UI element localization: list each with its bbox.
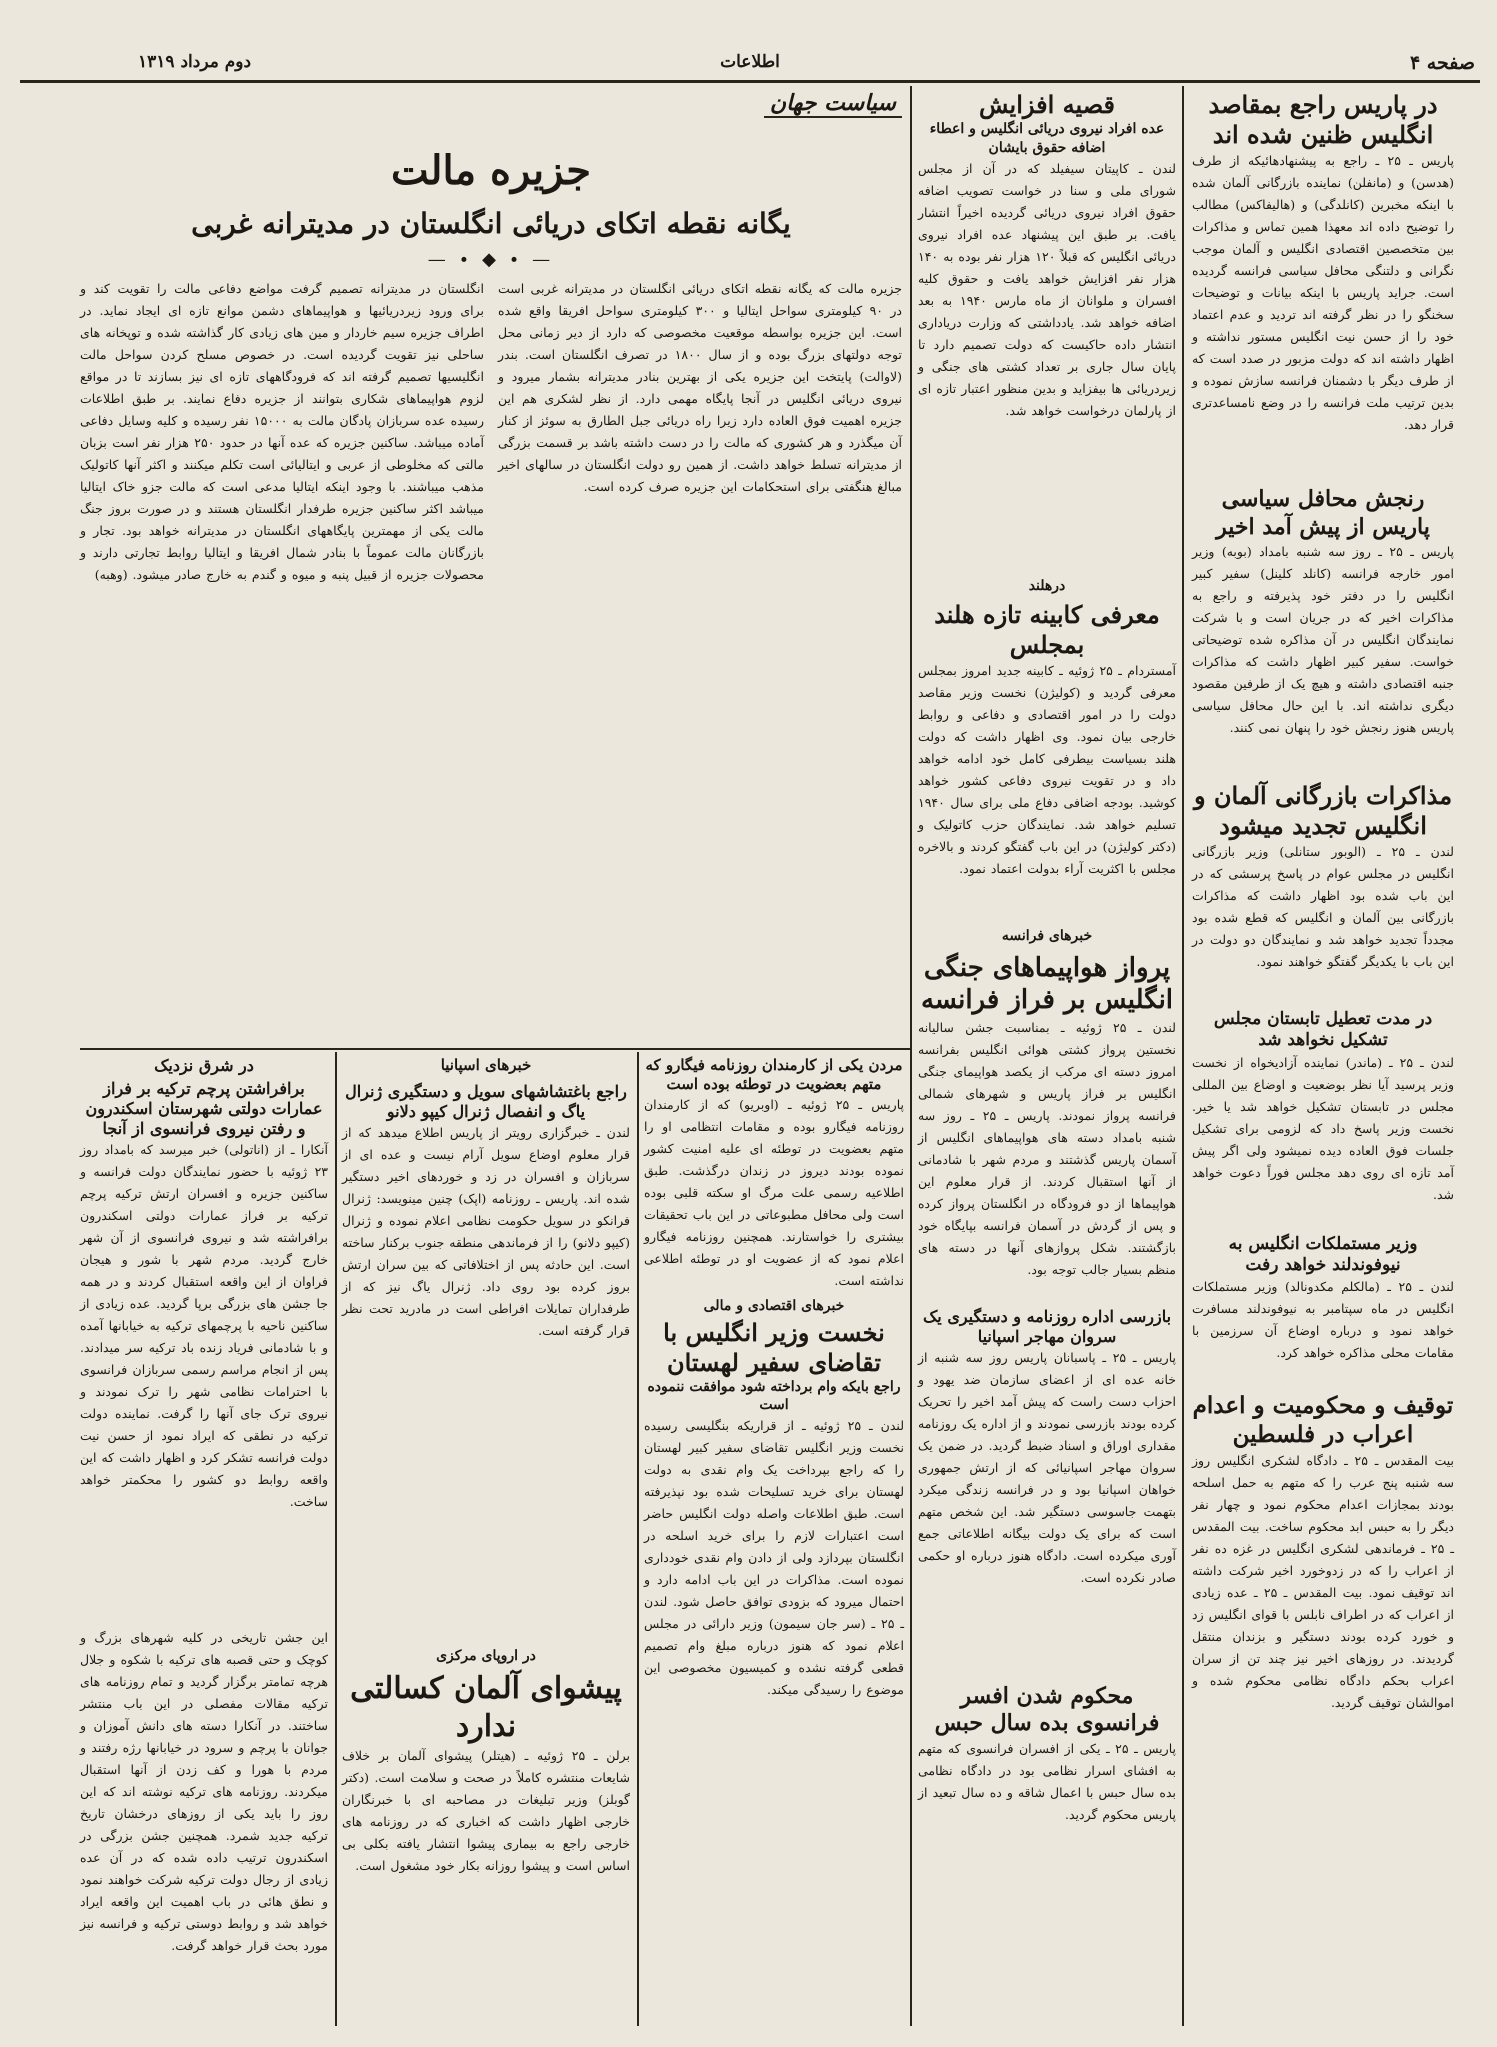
article-paris-suspicion: پاریس ـ ۲۵ ـ راجع به پیشنهادهائیکه از طرف (هدسن) و (مانفلن) نماینده بازرگانی آلمان شده با اینکه مخبرین (کانلدگی) و (هالیفاکس) مطالب را توضیح داده اند معهذا همین تماس و مذاکرات بین متخصصین اقتصادی انگلیس و آلمان موجب نگرانی و دلتنگی محافل سیاسی فرانسه گردیده است. جراید پاریس با اینکه بیانات و توضیحات سخنگو را در نظر گرفته اند تردید و عدم اعتماد خود را از حسن نیت انگلیس مستور نداشته و اظهار داشته اند که دولت مزبور در صدد است که از طرف دیگر با دشمنان فرانسه سازش نموده و بدین ترتیب ملت فرانسه را در وضع نامساعدتری قرار دهد. <box>1187 153 1454 432</box>
headline-figaro: مردن یکی از کارمندان روزنامه فیگارو که متهم بعضویت در توطئه بوده است <box>645 1056 903 1093</box>
article-raf-flight: لندن ـ ۲۵ ژوئیه ـ بمناسبت جشن سالیانه نخستین پرواز کشتی هوائی انگلیس بفرانسه امروز دسته ای مرکب از یکصد هواپیمای جنگی انگلیس بر فراز پاریس و شهرهای شمالی فرانسه پرواز نمودند. پاریس ـ ۲۵ ـ روز سه شنبه بامداد دسته های هواپیماهای انگلیس از آسمان پاریس گذشتند و مردم شهر با شادمانی از آنها استقبال کردند. از قرار معلوم این هواپیماها از دو فرودگاه در انگلستان پرواز کرده و پس از گردش در آسمان فرانسه بپایگاه خود بازگشتند. شکل پروازهای آنها در دسته های منظم بسیار جالب توجه بود. <box>913 1019 1176 1277</box>
article-malta-part1: جزیره مالت که یگانه نقطه اتکای دریائی انگلستان در مدیترانه غربی است در ۹۰ کیلومتری سواحل ایتالیا و ۳۰۰ کیلومتری سواحل افریقا واقع شده است. این جزیره بواسطه موقعیت مخصوصی که دارد از دیر زمانی محل توجه دولتهای بزرگ بوده و از سال ۱۸۰۰ در تصرف انگلستان است. بندر (لاوالت) پایتخت این جزیره یکی از بهترین بنادر مدیترانه بشمار میرود و نیروی دریائی انگلیس در آنجا پایگاه مهمی دارد. از نظر لشکری هم این جزیره اهمیت فوق العاده دارد زیرا راه دریائی جبل الطارق به سوئز از کنار آن میگذرد و هر کشوری که مالت را در دست داشته باشد بر قسمت بزرگی از مدیترانه تسلط خواهد داشت. از همین رو دولت انگلستان در سالهای اخیر مبالغ هنگفتی برای استحکامات این جزیره صرف کرده است. <box>493 281 903 494</box>
headline-colonies-minister: وزیر مستملکات انگلیس به نیوفوندلند خواهد رفت <box>1228 1233 1418 1275</box>
section-label-france: خبرهای فرانسه <box>1001 927 1093 944</box>
article-iskenderun: آنکارا ـ از (اناتولی) خبر میرسد که بامداد روز ۲۳ ژوئیه با حضور نمایندگان دولت فرانسه و ساکنین جزیره و افسران ارتش ترکیه پرچم ترکیه بر فراز عمارات دولتی اسکندرون برافراشته شد و نیروی فرانسوی از آن شهر خارج گردید. مردم شهر با شور و هیجان فراوان از این واقعه استقبال کردند و در همه جا جشن های بزرگی برپا گردید. عده زیادی از ساکنین ناحیه با پرچمهای ترکیه به خیابانها آمده و با شادمانی فریاد زنده باد ترکیه سر میدادند. پس از انجام مراسم رسمی سربازان فرانسوی با احترامات نظامی شهر را ترک نمودند و نیروی ترک جای آنها را گرفت. نماینده دولت ترکیه در نطقی که ایراد نمود از حسن نیت دولت فرانسه تشکر کرد و اظهار داشت که این واقعه روابط دو کشور را محکمتر خواهد ساخت. <box>75 1142 328 1509</box>
column-divider <box>1182 86 1184 2026</box>
malta-section <box>75 90 903 1045</box>
article-poland-loan: لندن ـ ۲۵ ژوئیه ـ از قراریکه بنگلیسی رسیده نخست وزیر انگلیس تقاضای سفیر کبیر لهستان را که راجع بپرداخت یک وام نقدی به دولت لهستان برای خرید تسلیحات شده بود نپذیرفته است. طبق اطلاعات واصله دولت انگلیس حاضر است اعتبارات لازم را برای خرید اسلحه در انگلستان بپردازد ولی از دادن وام نقدی خودداری نموده است. مذاکرات در این باب ادامه دارد و احتمال میرود که بزودی توافق حاصل شود. لندن ـ ۲۵ ـ (سر جان سیمون) وزیر دارائی در مجلس اعلام نمود که هنوز درباره مبلغ وام تصمیم قطعی گرفته نشده و کمیسیون مخصوصی این موضوع را رسیدگی میکند. <box>639 1418 905 1698</box>
article-iskenderun-celebration: این جشن تاریخی در کلیه شهرهای بزرگ و کوچک و حتی قصبه های ترکیه با شکوه و جلال هرچه تمامتر برگزار گردید و تمام روزنامه های ترکیه مقالات مفصلی در این باب منتشر ساختند. در آنکارا دسته های دانش آموزان و جوانان با پرچم و سرود در خیابانها رژه رفتند و مردم با هورا و کف زدن از آنها استقبال میکردند. روزنامه های ترکیه نوشته اند که این روز را باید یکی از روزهای درخشان تاریخ ترکیه جدید شمرد. همچنین جشن بزرگی در اسکندرون ترتیب داده شده که در آن عده زیادی از رجال دولت ترکیه شرکت خواهند نمود و نطق هائی در باب اهمیت این واقعه ایراد خواهد شد و روابط دوستی ترکیه و فرانسه نیز مورد بحث قرار خواهد گرفت. <box>75 1630 328 1953</box>
headline-navy-increase: قصیه افزایش <box>978 90 1116 119</box>
section-label-near-east: در شرق نزدیک <box>154 1056 254 1075</box>
header-rule <box>20 80 1480 83</box>
section-label-central-europe: در اروپای مرکزی <box>436 1648 536 1664</box>
section-label-holland: درهلند <box>1028 577 1066 594</box>
headline-raf-flight: پرواز هواپیماهای جنگی انگلیس بر فراز فرانسه <box>920 952 1174 1016</box>
article-officer-sentence: پاریس ـ ۲۵ ـ یکی از افسران فرانسوی که متهم به افشای اسرار نظامی بود در دادگاه نظامی بده سال حبس با اعمال شاقه و ده سال تبعید از پاریس محکوم گردید. <box>913 1740 1176 1822</box>
ornament-divider: — ∙ ◆ ∙ — <box>427 249 555 270</box>
article-newspaper-search: پاریس ـ ۲۵ ـ پاسبانان پاریس روز سه شنبه از خانه عده ای از اعضای سازمان ضد یهود و احزاب دست راست که پیش آمد اخیر را تحریک کرده بودند بازرسی نمودند و از اداره یک روزنامه مقداری اوراق و اسناد ضبط گردید. در ضمن یک سروان مهاجر اسپانیائی که از ارتش جمهوری خواهان اسپانیا بود و در فرانسه زندگی میکرد بتهمت جاسوسی دستگیر شد. این شخص متهم است که برای یک دولت بیگانه اطلاعاتی جمع آوری میکرده است. دادگاه هنوز درباره او حکمی صادر نکرده است. <box>913 1349 1176 1585</box>
article-seville: لندن ـ خبرگزاری رویتر از پاریس اطلاع میدهد که از قرار معلوم اوضاع سویل آرام نیست و عده ای از سربازان و افسران در زد و خوردهای اخیر دستگیر شده اند. پاریس ـ روزنامه (اپک) چنین مینویسد: ژنرال فرانکو در سویل حکومت نظامی اعلام نموده و ژنرال (کیپو دلانو) را از فرماندهی منطقه جنوب برکنار ساخته است. این حادثه پس از اختلافاتی که بین سران ارتش بروز کرده بود روی داد. ژنرال یاگ نیز که از طرفداران تمایلات افراطی است در مادرید تحت نظر قرار گرفته است. <box>337 1125 630 1338</box>
headline-hitler-health: پیشوای آلمان کسالتی ندارد <box>350 1671 622 1744</box>
column-right <box>1187 90 1454 2020</box>
headline-parliament-recess: در مدت تعطیل تابستان مجلس تشکیل نخواهد شد <box>1213 1009 1433 1051</box>
headline-seville: راجع باغتشاشهای سویل و دستگیری ژنرال یاگ و انفصال ژنرال کیپو دلانو <box>345 1082 627 1121</box>
headline-palestine: توقیف و محکومیت و اعدام اعراب در فلسطین <box>1192 1392 1454 1448</box>
section-badge-world-politics: سیاست جهان <box>764 90 902 118</box>
article-navy-increase: لندن ـ کاپیتان سیفیلد که در آن از مجلس شورای ملی و سنا در خواست تصویب اضافه حقوق افراد نیروی دریائی گردیده اخیراً انتشار یافت. بر طبق این پیشنهاد عده افراد نیروی دریائی انگلیس که قبلاً ۱۲۰ هزار نفر بوده به ۱۴۰ هزار نفر افزایش خواهد یافت و حقوق کلیه افسران و ملوانان از ماه مارس ۱۹۴۰ به بعد اضافه خواهد شد. یادداشتی که وزارت دریاداری انتشار داده حاکیست که دولت تصمیم دارد تا پایان سال جاری بر تعداد کشتی های جنگی و زیردریائی ها بیفزاید و بدین منظور اعتبار تازه ای از پارلمان درخواست خواهد شد. <box>913 160 1176 418</box>
column-left-lower <box>75 1056 328 2022</box>
subhead-navy-increase: عده افراد نیروی دریائی انگلیس و اعطاء اضافه حقوق بایشان <box>929 121 1165 156</box>
page-header <box>0 0 1497 82</box>
headline-paris-resentment: رنجش محافل سیاسی پاریس از پیش آمد اخیر <box>1216 486 1430 540</box>
headline-iskenderun: برافراشتن پرچم ترکیه بر فراز عمارات دولتی شهرستان اسکندرون و رفتن نیروی فرانسوی از آنجا <box>85 1079 323 1138</box>
article-holland-cabinet: آمستردام ـ ۲۵ ژوئیه ـ کابینه جدید امروز بمجلس معرفی گردید و (کولیژن) نخست وزیر مقاصد دولت را در امور اقتصادی و دفاعی و روابط خارجی بیان نمود. وی اظهار داشت که دولت هلند بسیاست بیطرفی کامل خود ادامه خواهد داد و در تقویت نیروی دفاعی کشور خواهد کوشید. بودجه اضافی دفاع ملی برای سال ۱۹۴۰ تسلیم خواهد شد. نمایندگان حزب کاتولیک و (دکتر کولیژن) در این باب گفتگو کردند و بالاخره مجلس با اکثریت آراء بدولت اعتماد نمود. <box>913 662 1176 876</box>
issue-date: دوم مرداد ۱۳۱۹ <box>138 52 252 72</box>
article-parliament-recess: لندن ـ ۲۵ ـ (ماندر) نماینده آزادیخواه از نخست وزیر پرسید آیا نظر بوضعیت و اوضاع بین المللی مجلس در تابستان تشکیل خواهد شد یا خیر. نخست وزیر پاسخ داد که لزومی برای تشکیل جلسات فوق العاده دیده نمیشود ولی اگر پیش آمد تازه ای روی دهد مجلس فوراً دعوت خواهد شد. <box>1187 1054 1454 1202</box>
subhead-poland-loan: راجع بایکه وام برداخته شود موافقت ننموده است <box>647 1378 901 1414</box>
column-fourth-lower <box>337 1056 630 2022</box>
column-third-lower <box>639 1056 905 2022</box>
column-divider <box>910 86 912 2026</box>
headline-officer-sentence: محکوم شدن افسر فرانسوی بده سال حبس <box>934 1682 1160 1737</box>
headline-holland-cabinet: معرفی کابینه تازه هلند بمجلس <box>934 599 1160 659</box>
headline-poland-loan: نخست وزیر انگلیس با تقاضای سفیر لهستان <box>663 1317 885 1377</box>
subhead-malta: یگانه نقطه اتکای دریائی انگلستان در مدیترانه غربی <box>191 207 791 240</box>
column-second <box>913 90 1176 2020</box>
section-label-spain: خبرهای اسپانیا <box>440 1056 532 1074</box>
article-colonies-minister: لندن ـ ۲۵ ـ (مالکلم مکدونالد) وزیر مستملکات انگلیس در ماه سپتامبر به نیوفوندلند مسافرت خواهد نمود و درباره اوضاع آن سرزمین با مقامات محلی مذاکره خواهد کرد. <box>1187 1279 1454 1360</box>
headline-newspaper-search: بازرسی اداره روزنامه و دستگیری یک سروان مهاجر اسپانیا <box>922 1306 1172 1346</box>
section-rule <box>80 1048 910 1050</box>
headline-trade-talks: مذاکرات بازرگانی آلمان و انگلیس تجدید میشود <box>1193 781 1453 840</box>
masthead: اطلاعات <box>720 52 780 72</box>
section-label-economy: خبرهای اقتصادی و مالی <box>703 1297 845 1314</box>
article-trade-talks: لندن ـ ۲۵ ـ (الوبور ستانلی) وزیر بازرگانی انگلیس در مجلس عوام در پاسخ پرسشی که در این باب شده بود اظهار داشت که مذاکرات بازرگانی بین آلمان و انگلیس که قطع شده بود مجدداً تجدید خواهد شد و نمایندگان دو دولت در این باب با یکدیگر گفتگو خواهند نمود. <box>1187 844 1454 969</box>
article-palestine: بیت المقدس ـ ۲۵ ـ دادگاه لشکری انگلیس روز سه شنبه پنج عرب را که متهم به حمل اسلحه بودند بمجازات اعدام محکوم نمود و چهار نفر دیگر را به حبس ابد محکوم ساخت. بیت المقدس ـ ۲۵ ـ فرماندهی لشکری انگلیس در غزه ده نفر از اعراب را که در زدوخورد اخیر شرکت داشته اند توقیف نمود. بیت المقدس ـ ۲۵ ـ عده زیادی از اعراب که در اطراف نابلس با قوای انگلیس زد و خورد کرده بودند دستگیر و بزندان منتقل گردیدند. در روزهای اخیر نیز چند تن از سران اعراب بحکم دادگاه نظامی محکوم شده و اموالشان توقیف گردید. <box>1187 1452 1454 1710</box>
headline-paris-suspicion: در پاریس راجع بمقاصد انگلیس ظنین شده اند <box>1208 90 1438 149</box>
article-malta-part2: انگلستان در مدیترانه تصمیم گرفت مواضع دفاعی مالت را تقویت کند و برای ورود زیردریائیها و هواپیماهای دشمن موانع تازه ای ایجاد نماید. در اطراف جزیره سیم خاردار و مین های زیادی کار گذاشته شده و توپخانه های ساحلی نیز تقویت گردیده است. در خصوص مسلح کردن سواحل مالت انگلیسیها تصمیم گرفته اند که فرودگاههای تازه ای نیز بسازند تا در مواقع لزوم هواپیماهای شکاری بتوانند از جزیره دفاع نمایند. بر طبق اطلاعات رسیده عده سربازان پادگان مالت به ۱۵۰۰۰ نفر رسیده و کلیه وسایل دفاعی آماده میباشد. ساکنین جزیره که عده آنها در حدود ۲۵۰ هزار نفر است بزبان مالتی که مخلوطی از عربی و ایتالیائی است تکلم میکنند و اکثر آنها کاتولیک مذهب میباشند. با وجود اینکه ایتالیا مدعی است که مالت جزو خاک ایتالیا میباشد اکثر ساکنین جزیره طرفدار انگلستان هستند و در صورت بروز جنگ مالت یکی از مهمترین پایگاههای انگلستان در مدیترانه خواهد بود. تجار و بازرگانان مالت عموماً با بنادر شمال افریقا و ایتالیا روابط تجارتی دارند و محصولات جزیره از قبیل پنبه و میوه و گندم به خارج صادر میشود. (وهبه) <box>75 281 485 582</box>
page-number: صفحه ۴ <box>1409 52 1475 74</box>
article-hitler-health: برلن ـ ۲۵ ژوئیه ـ (هیتلر) پیشوای آلمان بر خلاف شایعات منتشره کاملاً در صحت و سلامت است. (دکتر گوبلز) وزیر تبلیغات در مصاحبه ای با خبرنگاران خارجی اظهار داشت که اخباری که در روزنامه های خارجی راجع به بیماری پیشوا انتشار یافته بکلی بی اساس است و پیشوا روزانه بکار خود مشغول است. <box>337 1748 630 1873</box>
article-paris-resentment: پاریس ـ ۲۵ ـ روز سه شنبه بامداد (بوبه) وزیر امور خارجه فرانسه (کانلد کلینل) سفیر کبیر انگلیس را در دفتر خود پذیرفته و راجع به مذاکرات اخیر که در جریان است و با شرکت نمایندگان انگلیس در آن مذاکره شده توضیحاتی خواست. سفیر کبیر اظهار داشت که مذاکرات جنبه اقتصادی داشته و هیچ یک از طرفین مقصود دیگری نداشته اند. با این حال محافل سیاسی پاریس هنوز رنجش خود را پنهان نمی کنند. <box>1187 544 1454 735</box>
headline-malta: جزیره مالت <box>391 147 591 194</box>
article-figaro: پاریس ـ ۲۵ ژوئیه ـ (اوبریو) که از کارمندان روزنامه فیگارو بوده و مقامات انتظامی او را متهم بعضویت در توطئه ای علیه امنیت کشور نموده بودند دیروز در زندان درگذشت. طبق اطلاعیه رسمی علت مرگ او سکته قلبی بوده است ولی محافل مطبوعاتی در این باب تحقیقات بیشتری را خواستارند. همچنین روزنامه فیگارو اعلام نمود که از عضویت او در توطئه اطلاعی نداشته است. <box>639 1096 904 1288</box>
